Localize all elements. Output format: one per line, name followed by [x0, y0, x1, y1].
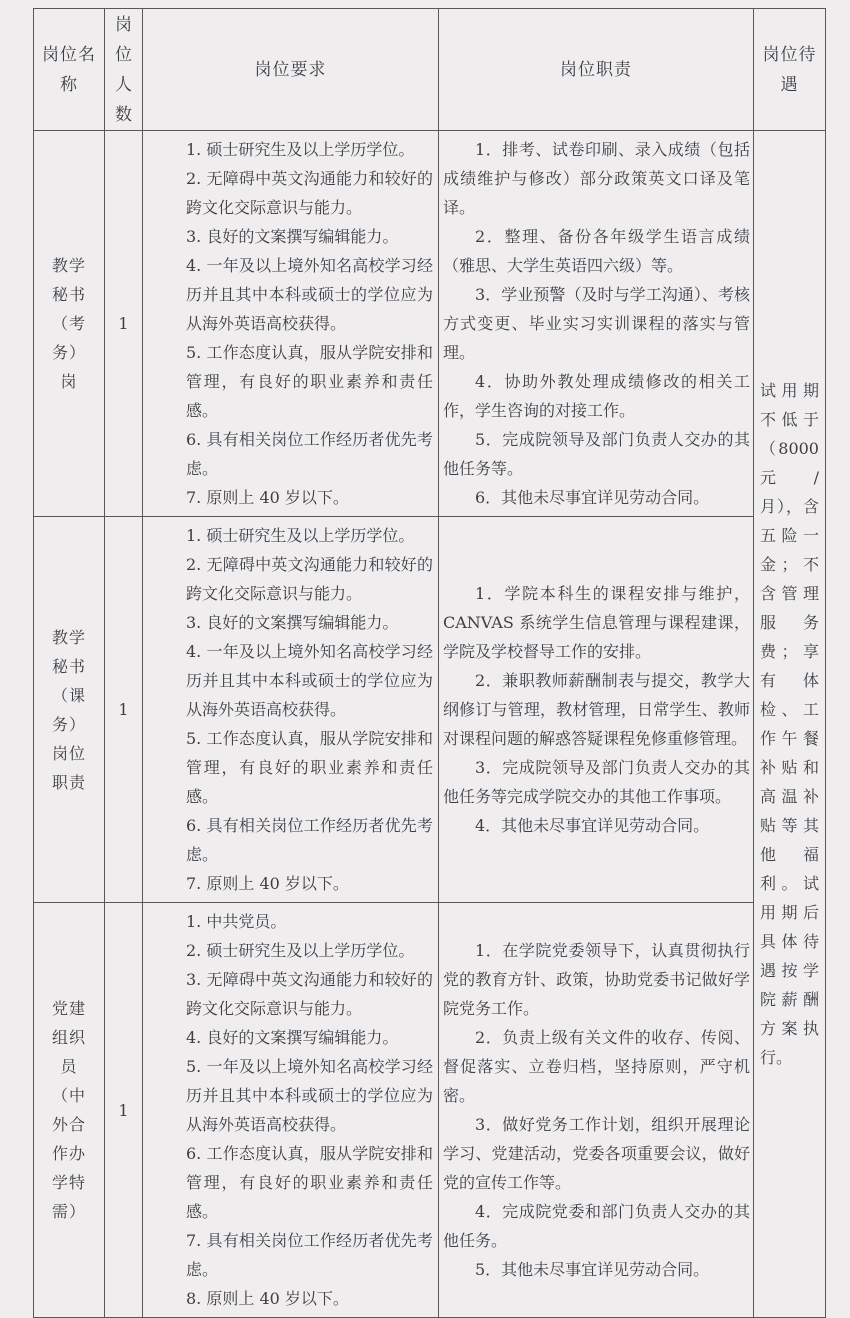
position-duties	[439, 903, 754, 1318]
position-name: 党建组织员（中外合作办学特需）	[34, 903, 105, 1318]
list-item: 6. 具有相关岗位工作经历者优先考虑。	[186, 430, 433, 478]
list-item: 5. 工作态度认真，服从学院安排和管理，有良好的职业素养和责任感。	[186, 343, 433, 420]
table-header-row	[34, 9, 826, 131]
list-item: 5．其他未尽事宜详见劳动合同。	[475, 1260, 710, 1279]
list-item: 6. 具有相关岗位工作经历者优先考虑。	[186, 816, 433, 864]
position-requirements	[143, 517, 439, 903]
list-item: 3．学业预警（及时与学工沟通）、考核方式变更、毕业实习实训课程的落实与管理。	[443, 285, 750, 362]
position-benefits: 试用期不低于（8000元/月），含五险一金；不含管理服务费；享有体检、工作午餐补贴和高温补贴等其他福利。试用期后具体待遇按学院薪酬方案执行。	[754, 131, 826, 1318]
position-name: 教学秘书（考务）岗	[34, 131, 105, 517]
list-item: 1．学院本科生的课程安排与维护，CANVAS 系统学生信息管理与课程建课，学院及学校督导工作的安排。	[443, 584, 750, 661]
list-item: 8. 原则上 40 岁以下。	[186, 1289, 349, 1308]
list-item: 7. 原则上 40 岁以下。	[186, 488, 349, 507]
list-item: 3. 良好的文案撰写编辑能力。	[186, 613, 399, 632]
list-item: 2. 无障碍中英文沟通能力和较好的跨文化交际意识与能力。	[186, 555, 433, 603]
position-count: 1	[105, 903, 143, 1318]
header-position-benefits: 岗位待遇	[754, 9, 826, 131]
list-item: 5. 工作态度认真，服从学院安排和管理，有良好的职业素养和责任感。	[186, 729, 433, 806]
list-item: 4. 一年及以上境外知名高校学习经历并且其中本科或硕士的学位应为从海外英语高校获得。	[186, 256, 433, 333]
table-row	[34, 131, 826, 517]
list-item: 7. 具有相关岗位工作经历者优先考虑。	[186, 1231, 433, 1279]
list-item: 3. 良好的文案撰写编辑能力。	[186, 227, 399, 246]
list-item: 7. 原则上 40 岁以下。	[186, 874, 349, 893]
position-duties	[439, 131, 754, 517]
table-row	[34, 903, 826, 1318]
position-requirements	[143, 903, 439, 1318]
header-position-count: 岗位人数	[105, 9, 143, 131]
list-item: 4. 良好的文案撰写编辑能力。	[186, 1028, 399, 1047]
header-position-requirements: 岗位要求	[143, 9, 439, 131]
list-item: 5. 一年及以上境外知名高校学习经历并且其中本科或硕士的学位应为从海外英语高校获得。	[186, 1057, 433, 1134]
list-item: 5．完成院领导及部门负责人交办的其他任务等。	[443, 430, 750, 478]
header-position-name: 岗位名称	[34, 9, 105, 131]
list-item: 2．兼职教师薪酬制表与提交，教学大纲修订与管理，教材管理，日常学生、教师对课程问题的解惑答疑课程免修重修管理。	[443, 671, 750, 748]
list-item: 2．整理、备份各年级学生语言成绩（雅思、大学生英语四六级）等。	[443, 227, 750, 275]
list-item: 1. 中共党员。	[186, 912, 287, 931]
position-requirements	[143, 131, 439, 517]
list-item: 2. 无障碍中英文沟通能力和较好的跨文化交际意识与能力。	[186, 169, 433, 217]
list-item: 1．排考、试卷印刷、录入成绩（包括成绩维护与修改）部分政策英文口译及笔译。	[443, 140, 750, 217]
position-count: 1	[105, 131, 143, 517]
list-item: 4．完成院党委和部门负责人交办的其他任务。	[443, 1202, 750, 1250]
list-item: 6. 工作态度认真，服从学院安排和管理，有良好的职业素养和责任感。	[186, 1144, 433, 1221]
list-item: 4．其他未尽事宜详见劳动合同。	[475, 816, 710, 835]
job-positions-table	[33, 8, 826, 1318]
list-item: 6．其他未尽事宜详见劳动合同。	[475, 488, 710, 507]
table-row	[34, 517, 826, 903]
list-item: 1. 硕士研究生及以上学历学位。	[186, 140, 415, 159]
list-item: 2. 硕士研究生及以上学历学位。	[186, 941, 415, 960]
list-item: 2．负责上级有关文件的收存、传阅、督促落实、立卷归档，坚持原则，严守机密。	[443, 1028, 750, 1105]
position-duties	[439, 517, 754, 903]
header-position-duties: 岗位职责	[439, 9, 754, 131]
position-name: 教学秘书（课务）岗位职责	[34, 517, 105, 903]
list-item: 4．协助外教处理成绩修改的相关工作，学生咨询的对接工作。	[443, 372, 750, 420]
list-item: 4. 一年及以上境外知名高校学习经历并且其中本科或硕士的学位应为从海外英语高校获得。	[186, 642, 433, 719]
position-count: 1	[105, 517, 143, 903]
list-item: 3．做好党务工作计划，组织开展理论学习、党建活动，党委各项重要会议，做好党的宣传工作等。	[443, 1115, 750, 1192]
list-item: 3. 无障碍中英文沟通能力和较好的跨文化交际意识与能力。	[186, 970, 433, 1018]
list-item: 1. 硕士研究生及以上学历学位。	[186, 526, 415, 545]
list-item: 1．在学院党委领导下，认真贯彻执行党的教育方针、政策，协助党委书记做好学院党务工作。	[443, 941, 750, 1018]
list-item: 3．完成院领导及部门负责人交办的其他任务等完成学院交办的其他工作事项。	[443, 758, 750, 806]
